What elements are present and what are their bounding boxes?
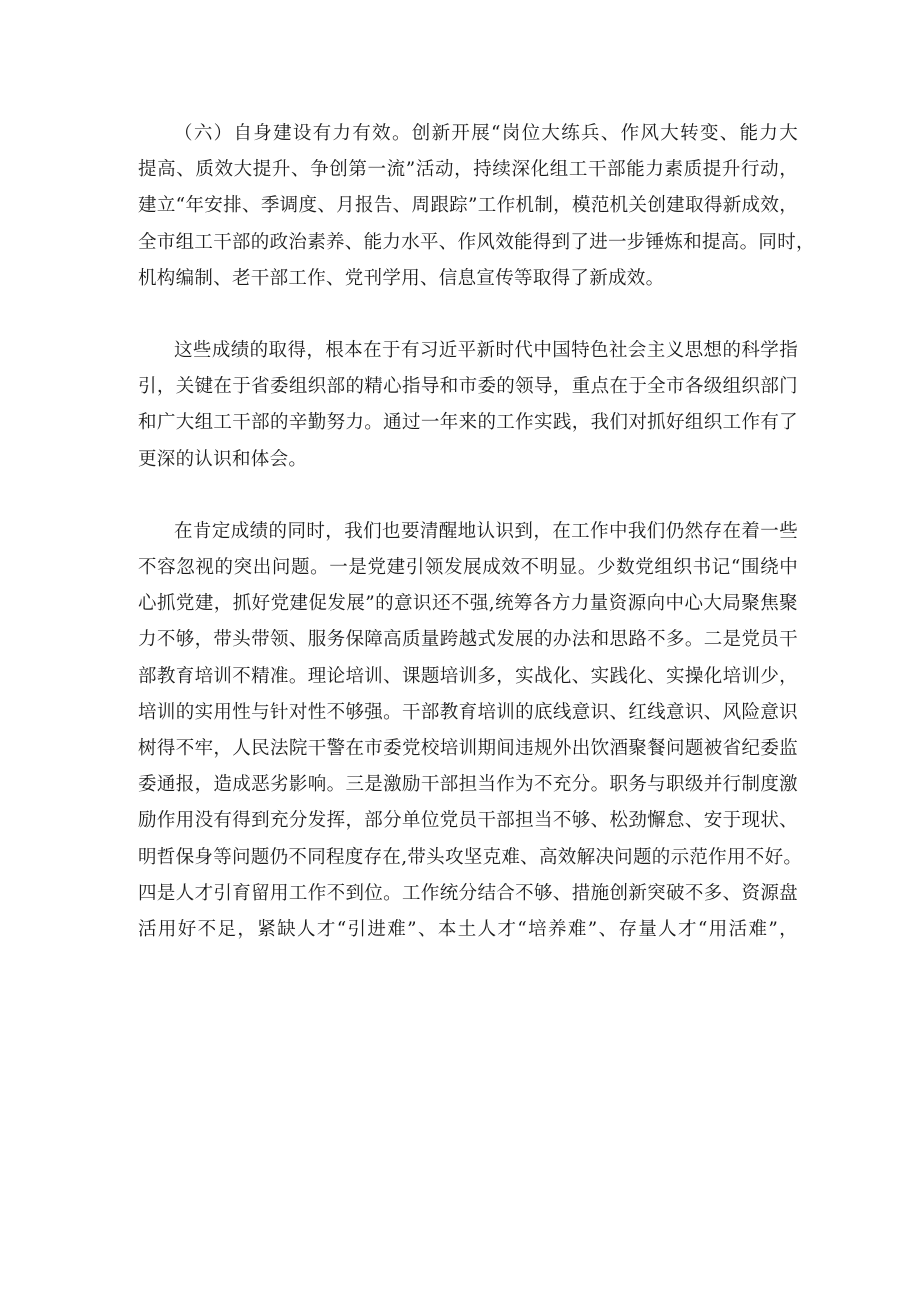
text-line: 明哲保身等问题仍不同程度存在,带头攻坚克难、高效解决问题的示范作用不好。 [138, 846, 803, 868]
text-line: 树得不牢，人民法院干警在市委党校培训期间违规外出饮酒聚餐问题被省纪委监 [138, 738, 798, 760]
text-line: 不容忽视的突出问题。一是党建引领发展成效不明显。少数党组织书记“围绕中 [138, 557, 798, 579]
paragraph-spacer [138, 297, 798, 333]
paragraph-spacer [138, 478, 798, 514]
text-line: （六）自身建设有力有效。创新开展“岗位大练兵、作风大转变、能力大 [174, 123, 798, 144]
text-line: 这些成绩的取得，根本在于有习近平新时代中国特色社会主义思想的科学指 [174, 340, 798, 362]
text-line: 建立“年安排、季调度、月报告、周跟踪”工作机制，模范机关创建取得新成效， [138, 195, 798, 217]
text-line: 机构编制、老干部工作、党刊学用、信息宣传等取得了新成效。 [138, 267, 665, 289]
document-body [138, 116, 815, 948]
text-line: 和广大组工干部的辛勤努力。通过一年来的工作实践，我们对抓好组织工作有了 [138, 412, 798, 434]
text-line: 全市组工干部的政治素养、能力水平、作风效能得到了进一步锤炼和提高。同时， [138, 231, 815, 253]
text-line: 提高、质效大提升、争创第一流”活动，持续深化组工干部能力素质提升行动， [138, 159, 798, 181]
text-line: 更深的认识和体会。 [138, 448, 308, 470]
paragraph-achievements [138, 333, 798, 478]
paragraph-problems [138, 514, 803, 948]
text-line: 在肯定成绩的同时，我们也要清醒地认识到，在工作中我们仍然存在着一些 [174, 520, 798, 542]
paragraph-self-construction [138, 116, 815, 297]
text-line: 引，关键在于省委组织部的精心指导和市委的领导，重点在于全市各级组织部门 [138, 376, 798, 398]
text-line: 心抓党建，抓好党建促发展”的意识还不强,统筹各方力量资源向中心大局聚焦聚 [138, 593, 798, 615]
text-line: 培训的实用性与针对性不够强。干部教育培训的底线意识、红线意识、风险意识 [138, 701, 798, 723]
text-line: 励作用没有得到充分发挥，部分单位党员干部担当不够、松劲懈怠、安于现状、 [138, 810, 798, 832]
text-line: 力不够，带头带领、服务保障高质量跨越式发展的办法和思路不多。二是党员干 [138, 629, 798, 651]
text-line: 部教育培训不精准。理论培训、课题培训多，实战化、实践化、实操化培训少， [138, 665, 798, 687]
text-line: 四是人才引育留用工作不到位。工作统分结合不够、措施创新突破不多、资源盘 [138, 882, 798, 904]
text-line: 活用好不足，紧缺人才“引进难”、本土人才“培养难”、存量人才“用活难”， [138, 919, 798, 941]
text-line: 委通报，造成恶劣影响。三是激励干部担当作为不充分。职务与职级并行制度激 [138, 774, 798, 796]
